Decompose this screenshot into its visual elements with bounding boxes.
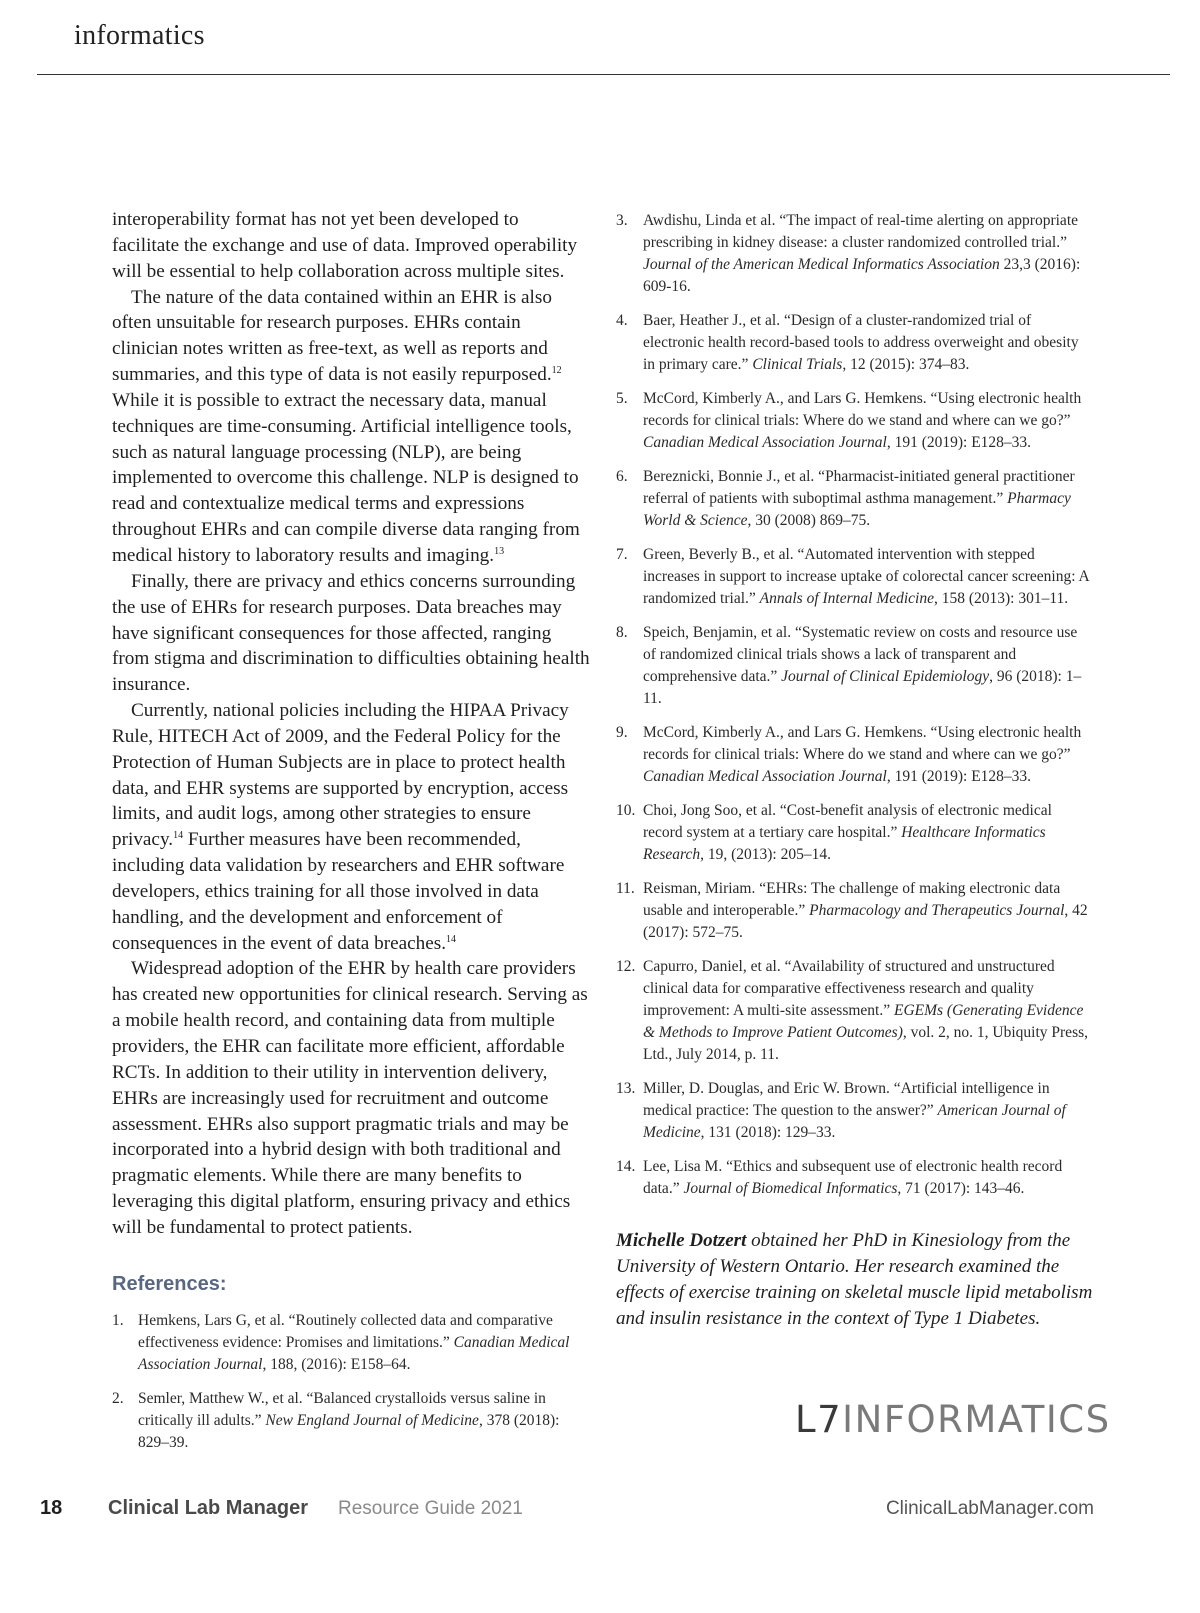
l7-informatics-logo [793,1387,1111,1451]
citation-marker: 14 [446,933,457,945]
reference-item: 7. Green, Beverly B., et al. “Automated intervention with stepped increases in support to increase uptake of colorectal cancer screening: A randomized trial.” Annals of Internal Medicine, 158 (2013): 301–11. [616,546,1089,607]
edition-label: Resource Guide 2021 [338,1498,523,1519]
reference-item: 11. Reisman, Miriam. “EHRs: The challenge of making electronic data usable and interoperable.” Pharmacology and Therapeutics Journal, 42 (2017): 572–75. [616,880,1088,941]
reference-item: 8. Speich, Benjamin, et al. “Systematic review on costs and resource use of randomized clinical trials shows a lack of transparent and comprehensive data.” Journal of Clinical Epidemiology, 96 (2018): 1–11. [616,624,1082,707]
magazine-name: Clinical Lab Manager [108,1497,309,1519]
logo-wordmark: L7INFORMATICS [795,1397,1111,1441]
reference-item: 6. Bereznicki, Bonnie J., et al. “Pharmacist-initiated general practitioner referral of patients with suboptimal asthma management.” Pharmacy World & Science, 30 (2008) 869–75. [616,468,1075,529]
paragraph: interoperability format has not yet been developed to facilitate the exchange and use of data. Improved operability will be essential to help collaboration across multiple sites. [112,209,578,282]
reference-item: 12. Capurro, Daniel, et al. “Availability of structured and unstructured clinical data for comparative effectiveness research and quality improvement: A multi-site assessment.” EGEMs (Generating Evidence & Methods to Improve Patient Outcomes), vol. 2, no. 1, Ubiquity Press, Ltd., July 2014, p. 11. [616,958,1089,1063]
article-body-right [616,210,1094,1332]
reference-item: 5. McCord, Kimberly A., and Lars G. Hemkens. “Using electronic health records for clinical trials: Where do we stand and where can we go?” Canadian Medical Association Journal, 191 (2019): E128–33. [616,390,1082,451]
reference-item: 9. McCord, Kimberly A., and Lars G. Hemkens. “Using electronic health records for clinical trials: Where do we stand and where can we go?” Canadian Medical Association Journal, 191 (2019): E128–33. [616,724,1082,785]
reference-item: 13. Miller, D. Douglas, and Eric W. Brown. “Artificial intelligence in medical practice: The question to the answer?” American Journal of Medicine, 131 (2018): 129–33. [616,1080,1066,1141]
article-body-left [112,207,590,1466]
website-link[interactable]: ClinicalLabManager.com [885,1498,1094,1519]
reference-item: 10. Choi, Jong Soo, et al. “Cost-benefit analysis of electronic medical record system at a tertiary care hospital.” Healthcare Informatics Research, 19, (2013): 205–14. [616,802,1052,863]
paragraph: Currently, national policies including the HIPAA Privacy Rule, HITECH Act of 2009, and the Federal Policy for the Protection of Human Subjects are in place to protect health data, and EHR systems are supported by encryption, access limits, and audit logs, among other strategies to ensure privacy.$^{14}$ Further measures have been recommended, including data validation by researchers and EHR software developers, ethics training for all those involved in data handling, and the development and enforcement of consequences in the event of data breaches.$^{14}$ [112,700,569,954]
author-bio: Michelle Dotzert obtained her PhD in Kinesiology from the University of Western Ontario. Her research examined the effects of exercise training on skeletal muscle lipid metabolism and insulin resistance in the context of Type 1 Diabetes. [616,1230,1093,1329]
reference-item: 14. Lee, Lisa M. “Ethics and subsequent use of electronic health record data.” Journal of Biomedical Informatics, 71 (2017): 143–46. [616,1158,1063,1197]
header-rule [37,74,1170,75]
reference-item: 4. Baer, Heather J., et al. “Design of a cluster-randomized trial of electronic health record-based tools to address overweight and obesity in primary care.” Clinical Trials, 12 (2015): 374–83. [616,312,1079,373]
reference-item: 3. Awdishu, Linda et al. “The impact of real-time alerting on appropriate prescribing in kidney disease: a cluster randomized controlled trial.” Journal of the American Medical Informatics Association 23,3 (2016): 609-16. [616,212,1081,295]
reference-list-right [616,210,1094,1200]
references-heading: References: [112,1272,227,1295]
citation-marker: 12 [551,365,562,377]
paragraph: Finally, there are privacy and ethics concerns surrounding the use of EHRs for research purposes. Data breaches may have significant consequences for those affected, ranging from stigma and discrimination to difficulties obtaining health insurance. [112,570,590,696]
citation-marker: 14 [173,830,184,842]
reference-item: 2. Semler, Matthew W., et al. “Balanced crystalloids versus saline in critically ill adults.” New England Journal of Medicine, 378 (2018): 829–39. [112,1389,560,1451]
paragraph: Widespread adoption of the EHR by health care providers has created new opportunities for clinical research. Serving as a mobile health record, and containing data from multiple providers, the EHR can facilitate more efficient, affordable RCTs. In addition to their utility in intervention delivery, EHRs are increasingly used for recruitment and outcome assessment. EHRs also support pragmatic trials and may be incorporated into a hybrid design with both traditional and pragmatic elements. While there are many benefits to leveraging this digital platform, ensuring privacy and ethics will be fundamental to protect patients. [112,958,588,1238]
reference-list-left [112,1310,590,1454]
section-title: informatics [74,20,205,51]
author-name: Michelle Dotzert [616,1230,747,1251]
page-number: 18 [40,1497,63,1519]
paragraph: The nature of the data contained within an EHR is also often unsuitable for research purposes. EHRs contain clinician notes written as free-text, as well as reports and summaries, and this type of data is not easily repurposed.$^{12}$ While it is possible to extract the necessary data, manual techniques are time-consuming. Artificial intelligence tools, such as natural language processing (NLP), are being implemented to overcome this challenge. NLP is designed to read and contextualize medical terms and expressions throughout EHRs and can compile diverse data ranging from medical history to laboratory results and imaging.$^{13}$ [112,286,580,566]
reference-item: 1. Hemkens, Lars G, et al. “Routinely collected data and comparative effectiveness evidence: Promises and limitations.” Canadian Medical Association Journal, 188, (2016): E158–64. [112,1311,570,1373]
citation-marker: 13 [494,545,505,557]
page-footer [0,1497,1200,1527]
